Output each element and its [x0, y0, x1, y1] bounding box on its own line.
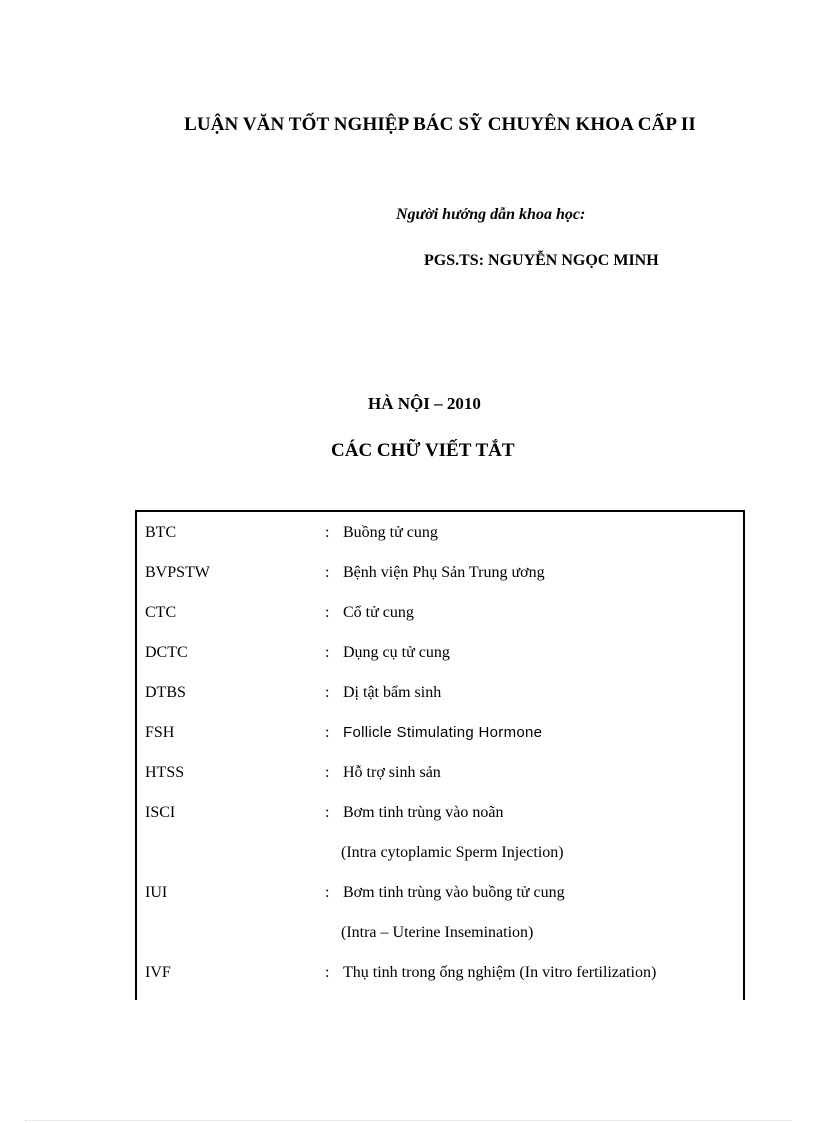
abbr-term: ISCI — [145, 804, 176, 821]
abbr-colon: : — [325, 804, 330, 821]
abbr-definition: Follicle Stimulating Hormone — [343, 724, 543, 741]
abbr-colon: : — [325, 964, 330, 981]
abbr-colon: : — [325, 604, 330, 621]
abbreviations-table — [135, 510, 745, 1000]
abbr-colon: : — [325, 724, 330, 741]
abbr-definition: (Intra – Uterine Insemination) — [341, 924, 534, 941]
abbr-definition: Bơm tinh trùng vào noãn — [343, 804, 504, 821]
place-year: HÀ NỘI – 2010 — [368, 394, 481, 413]
abbr-row-dtbs — [137, 674, 743, 714]
abbr-row-dctc — [137, 634, 743, 674]
abbr-definition: (Intra cytoplamic Sperm Injection) — [341, 844, 564, 861]
abbr-definition: Bệnh viện Phụ Sản Trung ương — [343, 564, 545, 581]
abbr-row-bvpstw — [137, 554, 743, 594]
abbr-definition: Dị tật bẩm sinh — [343, 684, 442, 701]
page-bottom-rule — [25, 1120, 791, 1121]
abbr-term: HTSS — [145, 764, 185, 781]
abbr-row-ctc — [137, 594, 743, 634]
abbr-colon: : — [325, 524, 330, 541]
abbr-colon: : — [325, 644, 330, 661]
abbr-row-htss — [137, 754, 743, 794]
abbr-row-btc — [137, 514, 743, 554]
abbr-definition: Cổ tử cung — [343, 604, 414, 621]
abbr-row-isci — [137, 794, 743, 834]
abbr-row-fsh — [137, 714, 743, 754]
abbr-definition: Buồng tử cung — [343, 524, 438, 541]
abbr-term: IUI — [145, 884, 168, 901]
abbr-definition: Thụ tinh trong ống nghiệm (In vitro fertilization) — [343, 964, 657, 981]
abbr-row-iui-expansion — [137, 914, 743, 954]
abbr-term: DTBS — [145, 684, 186, 701]
abbr-colon: : — [325, 564, 330, 581]
advisor-name: PGS.TS: NGUYỄN NGỌC MINH — [424, 252, 659, 269]
abbr-colon: : — [325, 884, 330, 901]
abbr-colon: : — [325, 684, 330, 701]
abbr-definition: Bơm tinh trùng vào buồng tử cung — [343, 884, 565, 901]
abbr-term: BTC — [145, 524, 177, 541]
abbr-term: IVF — [145, 964, 171, 981]
abbr-row-ivf — [137, 954, 743, 994]
abbr-term: CTC — [145, 604, 177, 621]
abbr-term: FSH — [145, 724, 175, 741]
abbr-row-iui — [137, 874, 743, 914]
abbr-definition: Hỗ trợ sinh sản — [343, 764, 441, 781]
abbr-colon: : — [325, 764, 330, 781]
abbr-term: DCTC — [145, 644, 188, 661]
advisor-label: Người hướng dẫn khoa học: — [396, 206, 586, 223]
abbr-term: BVPSTW — [145, 564, 210, 581]
abbr-row-isci-expansion — [137, 834, 743, 874]
thesis-title: LUẬN VĂN TỐT NGHIỆP BÁC SỸ CHUYÊN KHOA CẤP II — [184, 114, 696, 135]
abbreviations-heading: CÁC CHỮ VIẾT TẮT — [331, 440, 515, 461]
abbr-definition: Dụng cụ tử cung — [343, 644, 450, 661]
